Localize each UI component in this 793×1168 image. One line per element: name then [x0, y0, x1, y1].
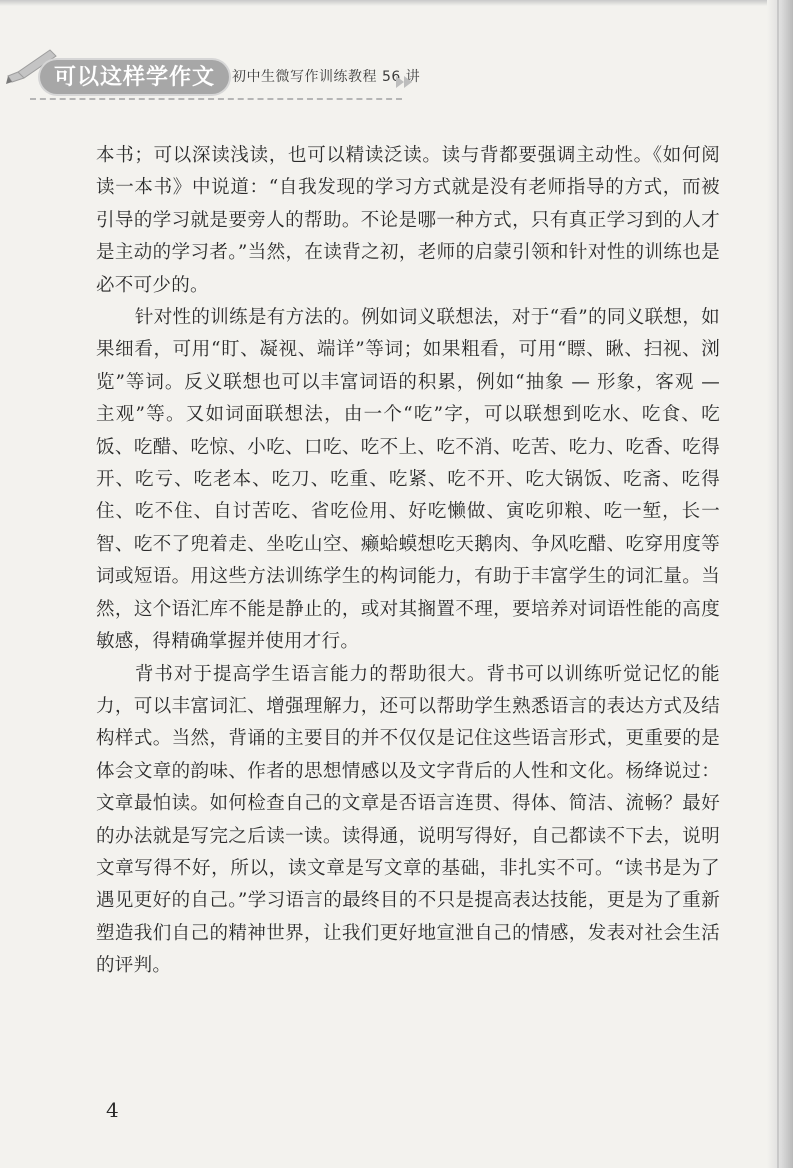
- page-top-edge: [0, 0, 793, 6]
- page-number: 4: [106, 1098, 119, 1122]
- running-header: [0, 40, 760, 100]
- chevron-right-icon: [396, 76, 404, 88]
- page-spine-shadow: [767, 0, 793, 1168]
- book-subtitle: 初中生微写作训练教程 56 讲: [232, 69, 421, 85]
- book-series-title: 可以这样学作文: [40, 60, 229, 94]
- page-fold-line: [777, 0, 779, 1168]
- paragraph: 针对性的训练是有方法的。例如词义联想法，对于“看”的同义联想，如果细看，可用“盯、凝视、端详”等词；如果粗看，可用“瞟、瞅、扫视、浏览”等词。反义联想也可以丰富词语的积累，例如“抽象 — 形象，客观 — 主观”等。又如词面联想法，由一个“吃”字，可以联想到吃水、吃食、吃饭、吃醋、吃惊、小吃、口吃、吃不上、吃不消、吃苦、吃力、吃香、吃得开、吃亏、吃老本、吃刀、吃重、吃紧、吃不开、吃大锅饭、吃斋、吃得住、吃不住、自讨苦吃、省吃俭用、好吃懒做、寅吃卯粮、吃一堑，长一智、吃不了兜着走、坐吃山空、癞蛤蟆想吃天鹅肉、争风吃醋、吃穿用度等词或短语。用这些方法训练学生的构词能力，有助于丰富学生的词汇量。当然，这个语汇库不能是静止的，或对其搁置不理，要培养对词语性能的高度敏感，得精确掌握并使用才行。: [96, 307, 720, 653]
- paragraph: 背书对于提高学生语言能力的帮助很大。背书可以训练听觉记忆的能力，可以丰富词汇、增强理解力，还可以帮助学生熟悉语言的表达方式及结构样式。当然，背诵的主要目的并不仅仅是记住这些语言形式，更重要的是体会文章的韵味、作者的思想情感以及文字背后的人性和文化。杨绛说过：文章最怕读。如何检查自己的文章是否语言连贯、得体、简洁、流畅？最好的办法就是写完之后读一读。读得通，说明写得好，自己都读不下去，说明文章写得不好，所以，读文章是写文章的基础，非扎实不可。“读书是为了遇见更好的自己。”学习语言的最终目的不只是提高表达技能，更是为了重新塑造我们自己的精神世界，让我们更好地宣泄自己的情感，发表对社会生活的评判。: [96, 663, 720, 977]
- paragraph-continued: 本书；可以深读浅读，也可以精读泛读。读与背都要强调主动性。《如何阅读一本书》中说道：“自我发现的学习方式就是没有老师指导的方式，而被引导的学习就是要旁人的帮助。不论是哪一种方式，只有真正学习到的人才是主动的学习者。”当然，在读背之初，老师的启蒙引领和针对性的训练也是必不可少的。: [96, 145, 720, 296]
- chevron-right-icon: [404, 76, 412, 88]
- body-text: [96, 140, 720, 983]
- header-dashed-rule: [30, 98, 402, 100]
